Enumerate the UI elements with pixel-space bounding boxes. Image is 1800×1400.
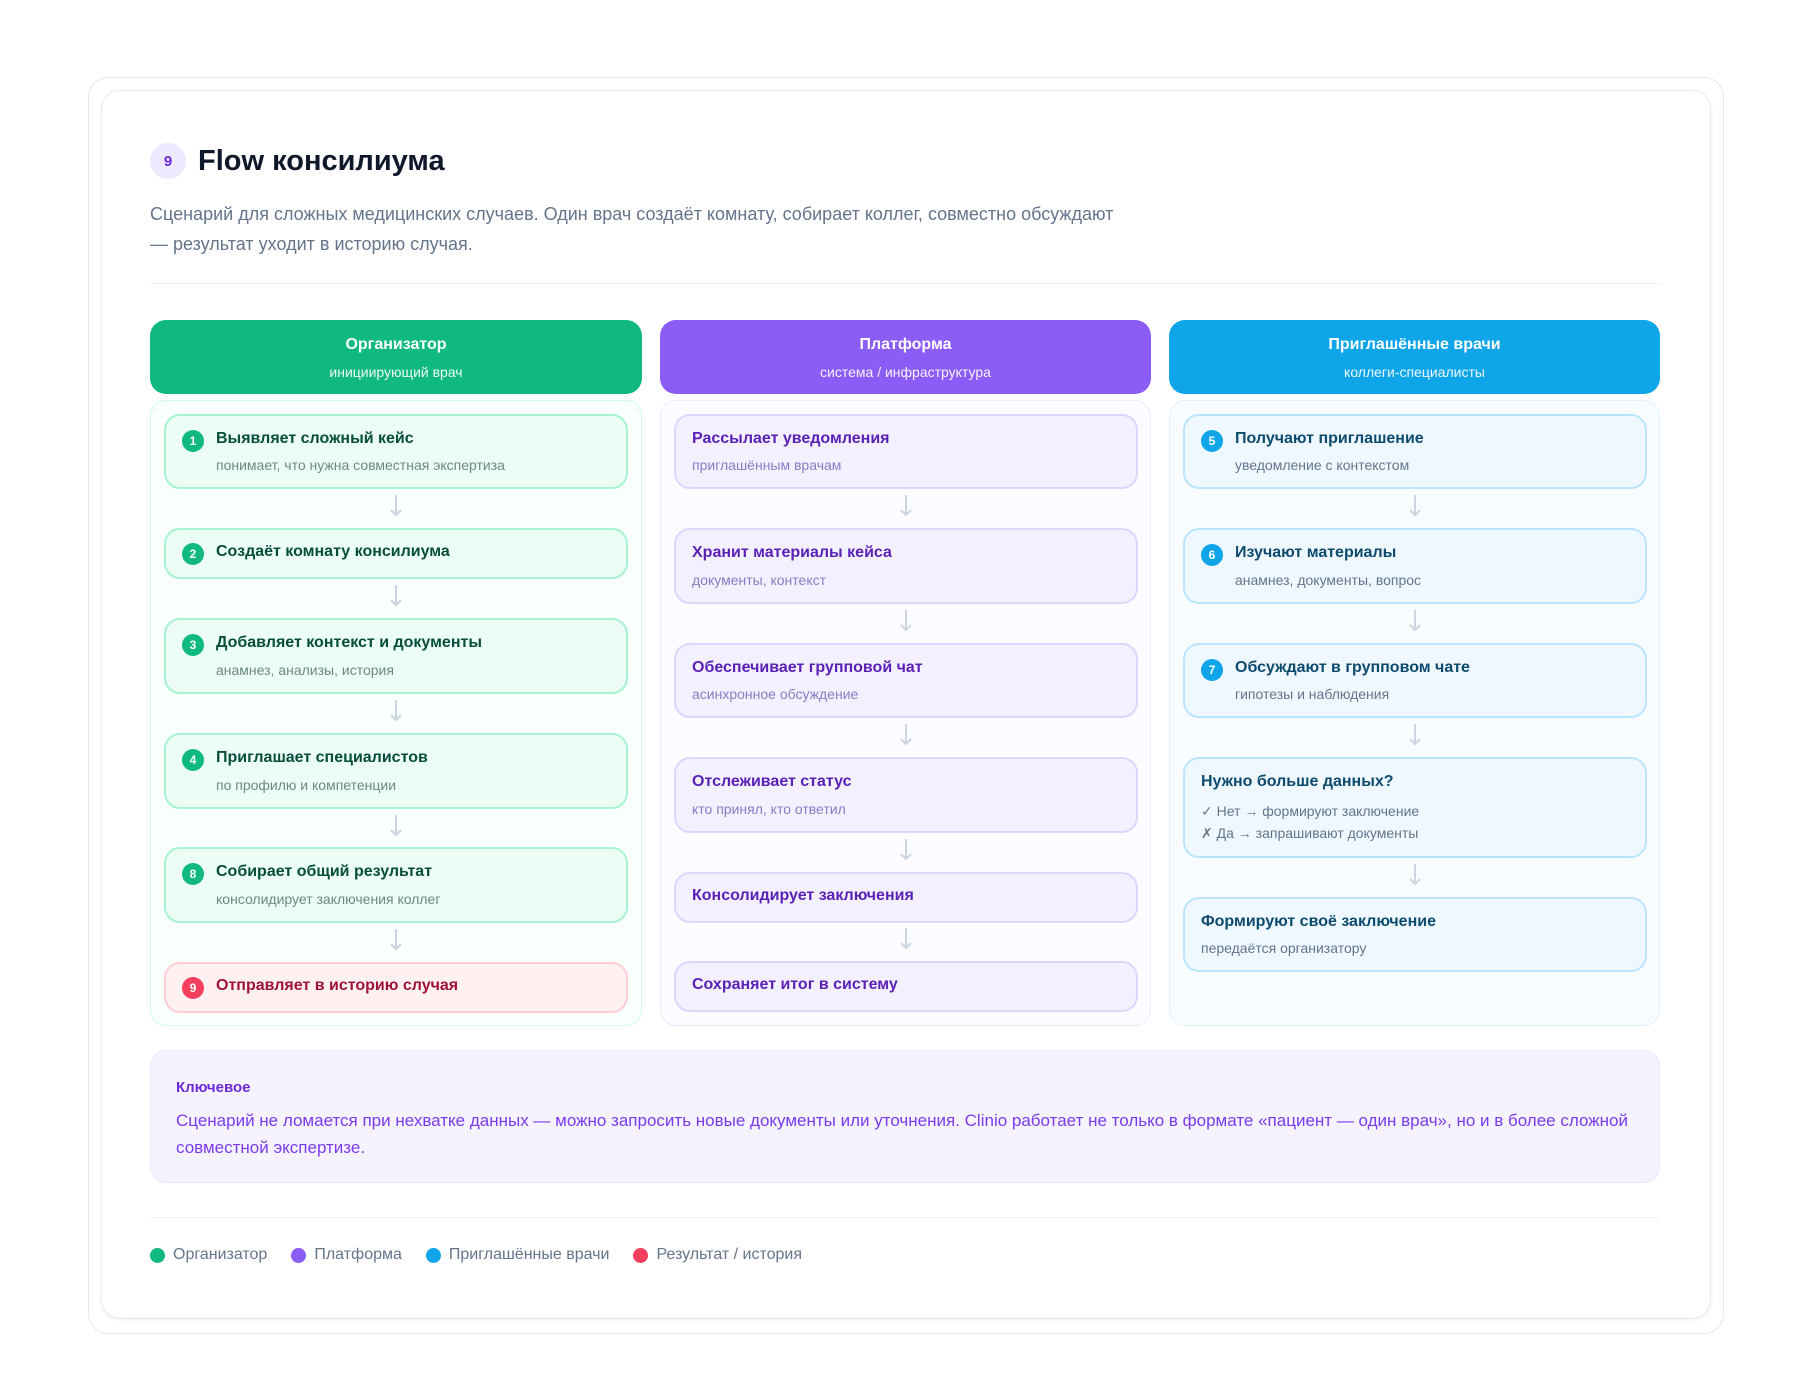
arrow-down-icon <box>899 722 913 748</box>
lane-subtitle: коллеги-специалисты <box>1344 364 1485 380</box>
step-card-result <box>164 962 628 1013</box>
step-title: Добавляет контекст и документы <box>216 634 482 651</box>
step-subtitle: документы, контекст <box>692 572 827 588</box>
step-card <box>164 733 628 809</box>
page-subtitle: Сценарий для сложных медицинских случаев. Один врач создаёт комнату, собирает коллег, совместно обсуждают — результат уходит в историю случая. <box>150 204 1114 254</box>
step-title: Обеспечивает групповой чат <box>692 659 923 676</box>
page-title: Flow консилиума <box>198 145 445 177</box>
legend-label: Приглашённые врачи <box>448 1246 610 1263</box>
legend-dot <box>150 1248 165 1263</box>
step-card <box>674 643 1138 718</box>
arrow-down-icon <box>389 493 403 519</box>
legend-item-organizer <box>150 1246 267 1264</box>
arrow-down-icon <box>899 837 913 863</box>
step-title: Приглашает специалистов <box>216 749 428 766</box>
step-card <box>164 414 628 489</box>
key-text: Сценарий не ломается при нехватке данных — можно запросить новые документы или уточнения. Clinio работает не только в формате «пациент — один врач», но и в более сложной совместной экспертизе. <box>176 1111 1628 1157</box>
arrow-down-icon <box>1408 862 1422 888</box>
step-number: 4 <box>182 749 204 771</box>
step-title: Отслеживает статус <box>692 773 852 790</box>
arrow-down-icon <box>389 698 403 724</box>
step-title: Консолидирует заключения <box>692 887 914 904</box>
step-subtitle: гипотезы и наблюдения <box>1235 686 1390 702</box>
legend-dot <box>633 1248 648 1263</box>
arrow-down-icon <box>899 608 913 634</box>
step-number: 7 <box>1201 659 1223 681</box>
step-card <box>164 618 628 694</box>
header-divider <box>150 283 1660 284</box>
step-number: 2 <box>182 543 204 565</box>
step-subtitle: уведомление с контекстом <box>1235 457 1410 473</box>
lane-subtitle: инициирующий врач <box>329 364 463 380</box>
lane-organizer <box>150 400 642 1026</box>
step-card <box>674 757 1138 833</box>
step-subtitle: анамнез, документы, вопрос <box>1235 572 1422 588</box>
step-subtitle: кто принял, кто ответил <box>692 801 846 817</box>
step-number: 8 <box>182 863 204 885</box>
arrow-down-icon <box>1408 493 1422 519</box>
key-title: Ключевое <box>176 1079 251 1096</box>
step-title: Формируют своё заключение <box>1201 913 1436 930</box>
step-subtitle: консолидирует заключения коллег <box>216 891 441 907</box>
step-title: Обсуждают в групповом чате <box>1235 659 1470 676</box>
lane-subtitle: система / инфраструктура <box>820 364 991 380</box>
legend-label: Организатор <box>173 1246 268 1263</box>
step-number: 1 <box>182 430 204 452</box>
decision-title: Нужно больше данных? <box>1201 773 1394 790</box>
step-card <box>1183 528 1647 604</box>
decision-option-yes: ✗ Да → запрашивают документы <box>1201 825 1419 841</box>
lane-header-invited <box>1169 320 1660 394</box>
lane-platform <box>660 400 1151 1026</box>
lane-invited <box>1169 400 1660 1026</box>
step-card <box>1183 897 1647 972</box>
step-card <box>674 528 1138 604</box>
step-card <box>164 847 628 923</box>
arrow-down-icon <box>389 927 403 953</box>
step-subtitle: передаётся организатору <box>1201 940 1367 956</box>
legend-label: Платформа <box>314 1246 402 1263</box>
step-badge: 9 <box>150 143 186 179</box>
step-card <box>674 414 1138 489</box>
step-card <box>164 528 628 579</box>
legend-item-platform <box>291 1246 402 1264</box>
legend-divider <box>150 1217 1660 1218</box>
step-title: Отправляет в историю случая <box>216 977 459 994</box>
step-card <box>1183 643 1647 718</box>
step-title: Сохраняет итог в систему <box>692 976 898 993</box>
step-card <box>674 872 1138 923</box>
step-title: Рассылает уведомления <box>692 430 890 447</box>
lane-title: Организатор <box>345 336 447 353</box>
step-subtitle: понимает, что нужна совместная экспертиза <box>216 457 505 473</box>
arrow-down-icon <box>389 813 403 839</box>
lane-header-organizer <box>150 320 642 394</box>
step-number: 3 <box>182 634 204 656</box>
legend-item-result <box>633 1246 802 1264</box>
decision-card <box>1183 757 1647 858</box>
step-card <box>1183 414 1647 489</box>
step-title: Изучают материалы <box>1235 544 1397 561</box>
step-subtitle: анамнез, анализы, история <box>216 662 394 678</box>
step-title: Собирает общий результат <box>216 863 433 880</box>
step-subtitle: по профилю и компетенции <box>216 777 397 793</box>
step-subtitle: приглашённым врачам <box>692 457 842 473</box>
arrow-down-icon <box>1408 608 1422 634</box>
lane-title: Приглашённые врачи <box>1328 336 1501 353</box>
arrow-down-icon <box>899 493 913 519</box>
legend-item-invited <box>426 1246 610 1264</box>
legend-label: Результат / история <box>656 1246 803 1263</box>
key-note <box>150 1050 1660 1183</box>
step-number: 9 <box>182 977 204 999</box>
step-subtitle: асинхронное обсуждение <box>692 686 859 702</box>
step-title: Выявляет сложный кейс <box>216 430 414 447</box>
step-title: Создаёт комнату консилиума <box>216 543 450 560</box>
legend-dot <box>426 1248 441 1263</box>
step-number: 5 <box>1201 430 1223 452</box>
step-number: 6 <box>1201 544 1223 566</box>
decision-option-no: ✓ Нет → формируют заключение <box>1201 803 1420 819</box>
legend <box>150 1244 826 1266</box>
lane-header-platform <box>660 320 1151 394</box>
arrow-down-icon <box>899 926 913 952</box>
arrow-down-icon <box>389 583 403 609</box>
step-title: Получают приглашение <box>1235 430 1424 447</box>
step-title: Хранит материалы кейса <box>692 544 892 561</box>
arrow-down-icon <box>1408 722 1422 748</box>
step-card <box>674 961 1138 1012</box>
lane-title: Платформа <box>859 336 952 353</box>
legend-dot <box>291 1248 306 1263</box>
